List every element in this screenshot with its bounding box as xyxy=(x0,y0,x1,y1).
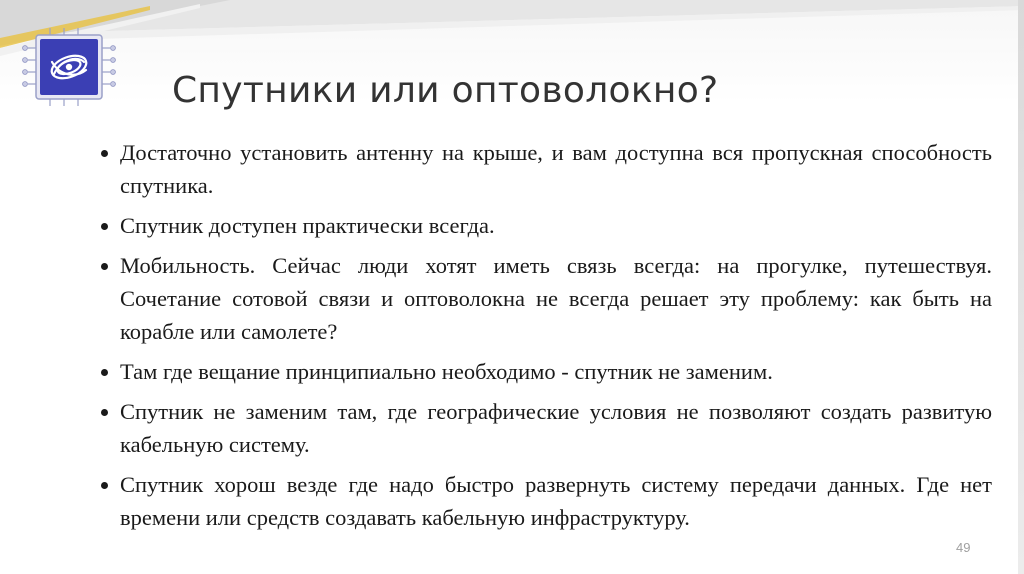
bullet-text: Спутник хорош везде где надо быстро развернуть систему передачи данных. Где нет времени или средств создавать кабельную инфраструктуру. xyxy=(120,472,992,530)
list-item xyxy=(100,249,992,348)
bullet-text: Достаточно установить антенну на крыше, и вам доступна вся пропускная способность спутника. xyxy=(120,140,992,198)
list-item xyxy=(100,209,992,242)
bullet-text: Спутник доступен практически всегда. xyxy=(120,213,495,238)
bullet-dot-icon xyxy=(101,409,108,416)
bullet-dot-icon xyxy=(101,369,108,376)
chip-logo-icon xyxy=(14,28,120,106)
bullet-dot-icon xyxy=(101,263,108,270)
page-number: 49 xyxy=(956,540,971,555)
bullet-text: Там где вещание принципиально необходимо - спутник не заменим. xyxy=(120,359,773,384)
bullet-text: Мобильность. Сейчас люди хотят иметь связь всегда: на прогулке, путешествуя. Сочетание сотовой связи и оптоволокна не всегда решает эту проблему: как быть на корабле или самолете? xyxy=(120,253,992,344)
bullet-list xyxy=(100,136,992,541)
slide-title: Спутники или оптоволокно? xyxy=(172,70,719,111)
list-item xyxy=(100,136,992,202)
list-item xyxy=(100,468,992,534)
list-item xyxy=(100,355,992,388)
bullet-dot-icon xyxy=(101,150,108,157)
bullet-dot-icon xyxy=(101,482,108,489)
slide-edge xyxy=(1018,0,1024,574)
bullet-text: Спутник не заменим там, где географические условия не позволяют создать развитую кабельную систему. xyxy=(120,399,992,457)
list-item xyxy=(100,395,992,461)
bullet-dot-icon xyxy=(101,223,108,230)
